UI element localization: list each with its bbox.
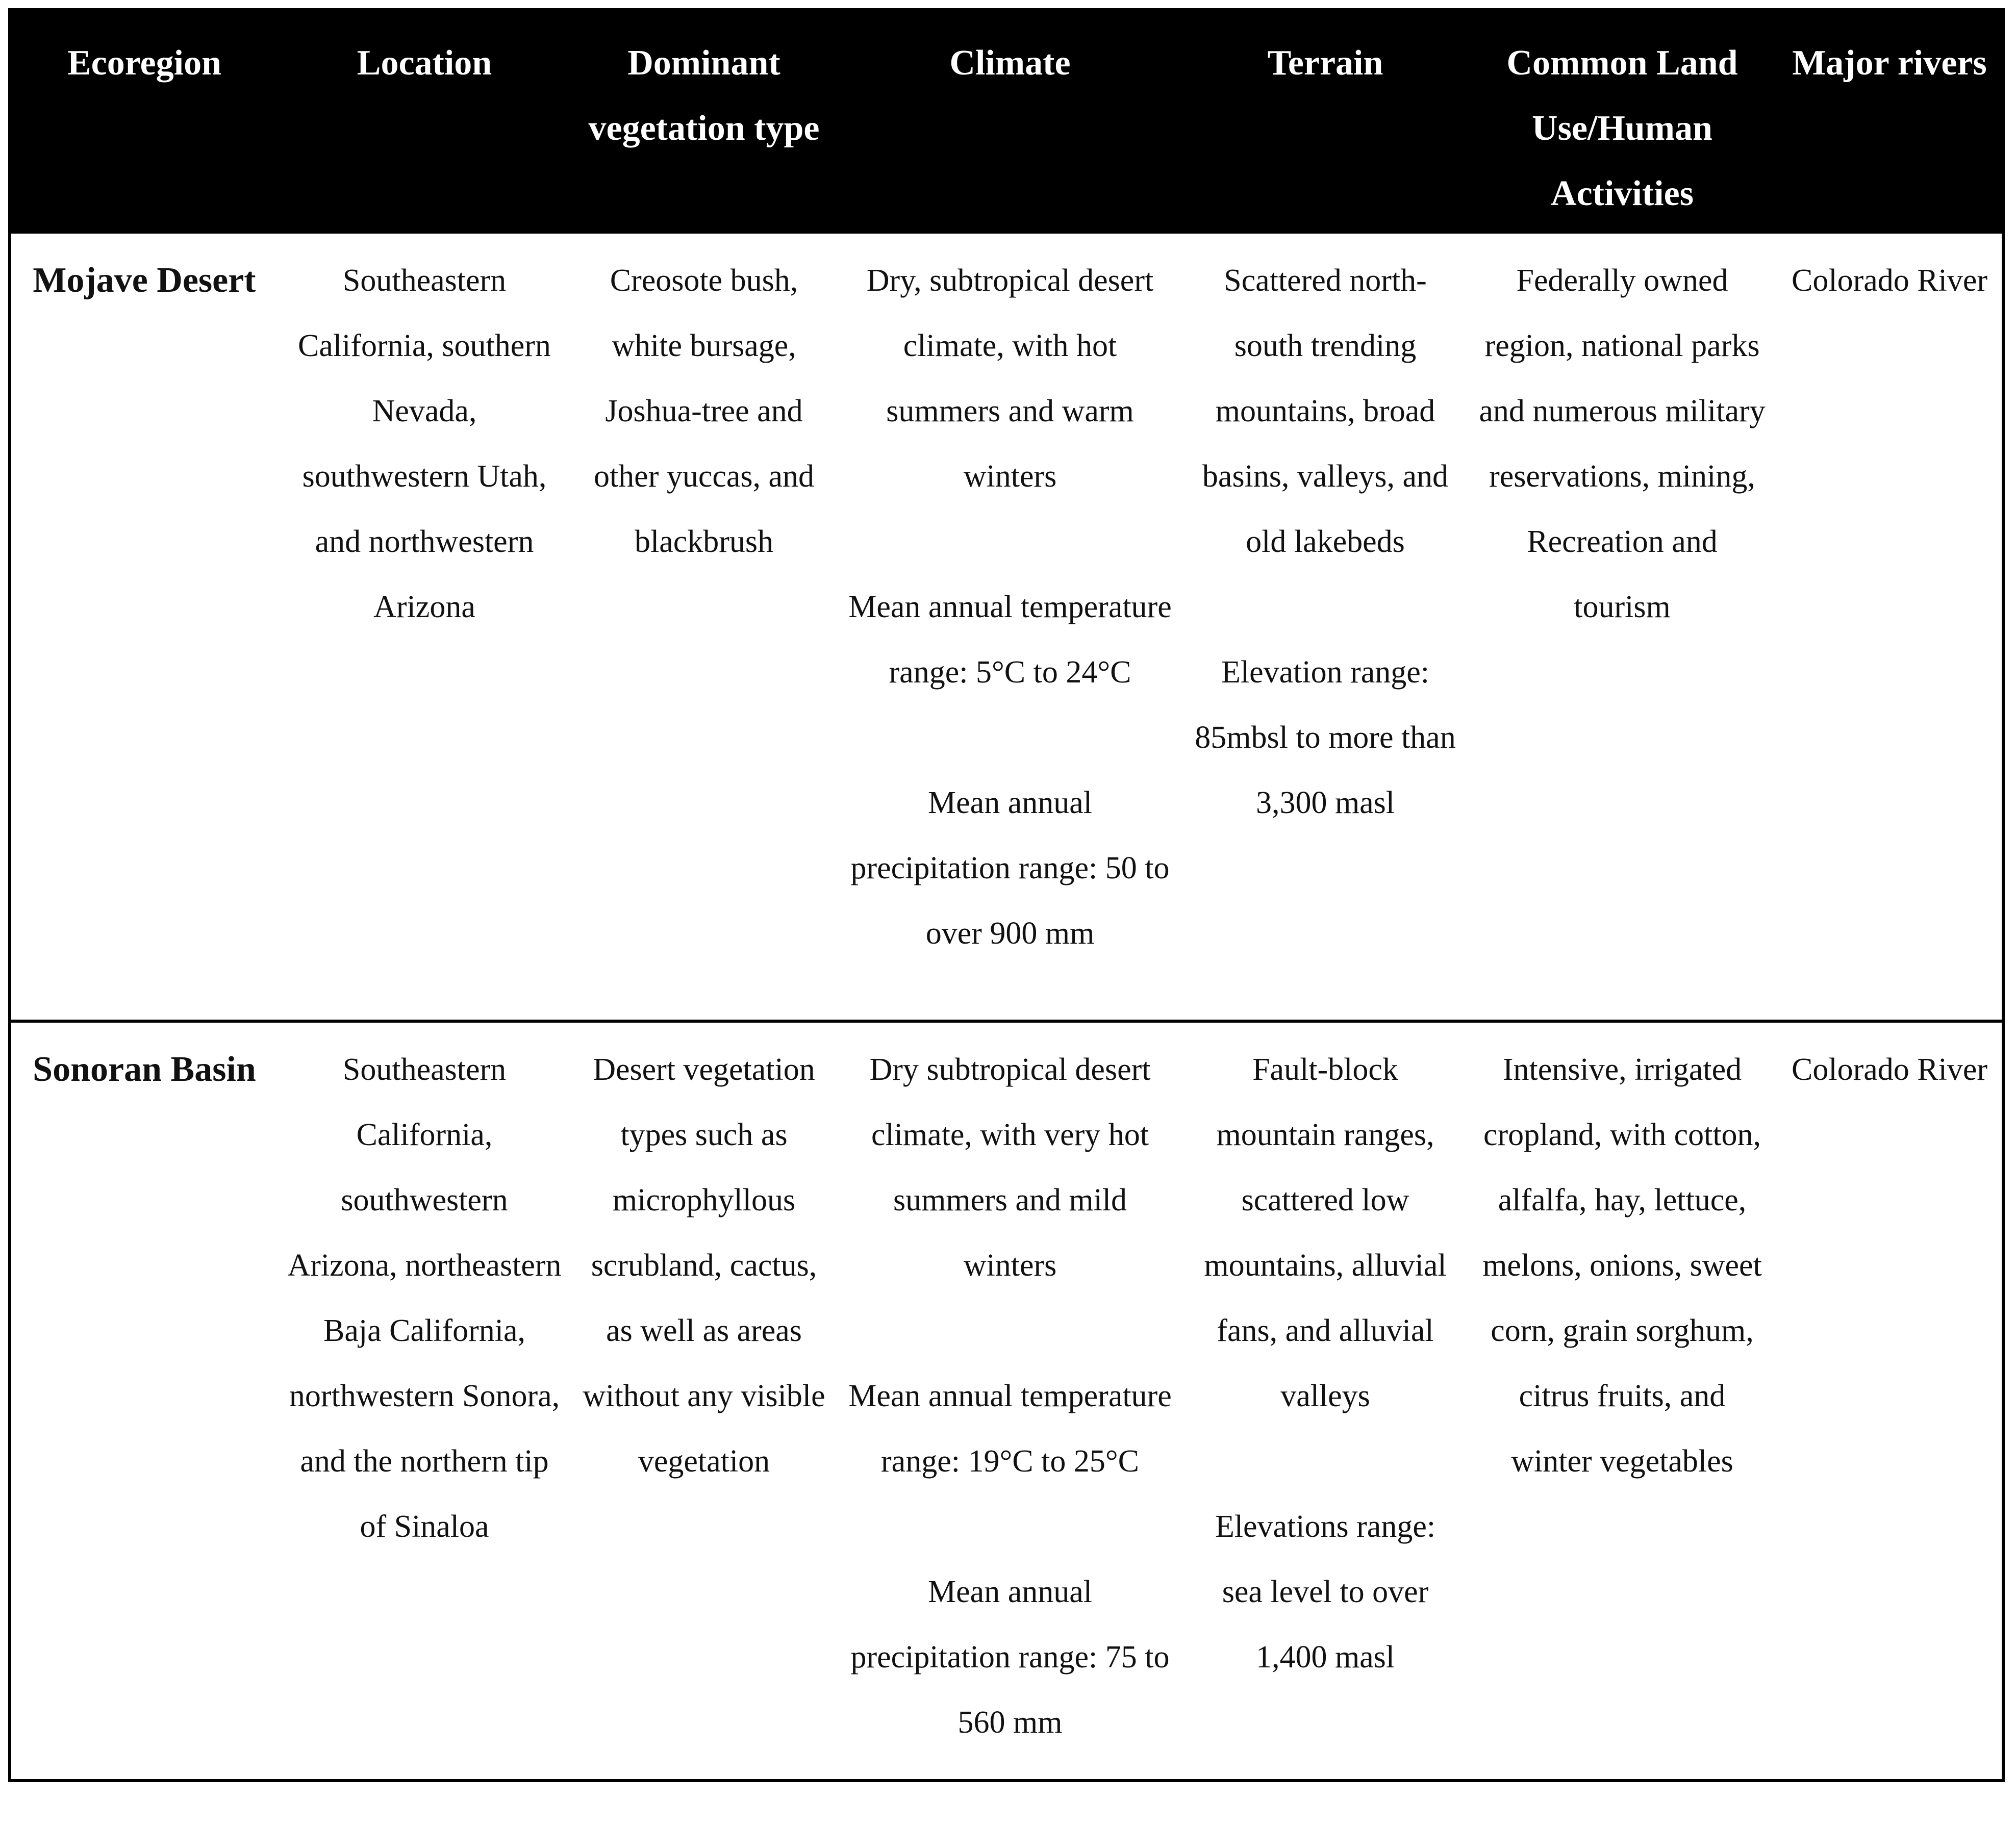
cell-ecoregion: Mojave Desert: [33, 261, 256, 300]
header-land-use: Common Land Use/Human Activities: [1467, 11, 1777, 234]
terrain-elevation: Elevation range: 85mbsl to more than 3,300 masl: [1195, 655, 1456, 820]
cell-land-use: Federally owned region, national parks and numerous military reservations, mining, Recreation and tourism: [1479, 263, 1766, 624]
cell-terrain: [1183, 234, 1467, 1021]
table-body: [11, 234, 2002, 1826]
cell-climate: [837, 234, 1183, 1021]
table-row: [11, 234, 2002, 1021]
cell-ecoregion: Sonoran Basin: [11, 1021, 278, 1826]
cell-vegetation: Creosote bush, white bursage, Joshua-tree and other yuccas, and blackbrush: [593, 263, 815, 559]
header-terrain: Terrain: [1183, 11, 1467, 234]
header-location: Location: [278, 11, 571, 234]
climate-description: Dry, subtropical desert climate, with hot summers and warm winters: [866, 263, 1154, 494]
cell-land-use: Intensive, irrigated cropland, with cotton, alfalfa, hay, lettuce, melons, onions, sweet corn, grain sorghum, citrus fruits, and winter vegetables: [1467, 1021, 1777, 1826]
cell-climate: [837, 1021, 1183, 1826]
cell-terrain: [1183, 1021, 1467, 1826]
header-vegetation: Dominant vegetation type: [571, 11, 837, 234]
table-row: [11, 1021, 2002, 1826]
climate-description: Dry subtropical desert climate, with very hot summers and mild winters: [869, 1052, 1151, 1283]
header-row: [11, 11, 2002, 234]
cell-major-rivers: Colorado River: [1777, 1021, 2002, 1826]
terrain-description: Scattered north-south trending mountains, broad basins, valleys, and old lakebeds: [1202, 263, 1449, 559]
cell-vegetation: Desert vegetation types such as microphyllous scrubland, cactus, as well as areas without any visible vegetation: [571, 1021, 837, 1826]
climate-precipitation: Mean annual precipitation range: 75 to 560 mm: [850, 1575, 1170, 1740]
terrain-elevation: Elevations range: sea level to over 1,400 masl: [1215, 1509, 1436, 1675]
ecoregion-table-frame: [8, 8, 2005, 1782]
header-major-rivers: Major rivers: [1777, 11, 2002, 234]
climate-temperature: Mean annual temperature range: 19°C to 25°C: [848, 1379, 1172, 1479]
cell-major-rivers: Colorado River: [1792, 263, 1987, 298]
climate-precipitation: Mean annual precipitation range: 50 to over 900 mm: [850, 785, 1170, 951]
header-climate: Climate: [837, 11, 1183, 234]
climate-temperature: Mean annual temperature range: 5°C to 24°C: [848, 590, 1172, 690]
terrain-description: Fault-block mountain ranges, scattered low mountains, alluvial fans, and alluvial valleys: [1204, 1052, 1447, 1413]
table-header: [11, 11, 2002, 234]
cell-location: Southeastern California, southern Nevada, southwestern Utah, and northwestern Arizona: [298, 263, 551, 624]
header-ecoregion: Ecoregion: [11, 11, 278, 234]
cell-location: Southeastern California, southwestern Arizona, northeastern Baja California, northwestern Sonora, and the northern tip of Sinaloa: [278, 1021, 571, 1826]
ecoregion-table: [11, 11, 2002, 1826]
